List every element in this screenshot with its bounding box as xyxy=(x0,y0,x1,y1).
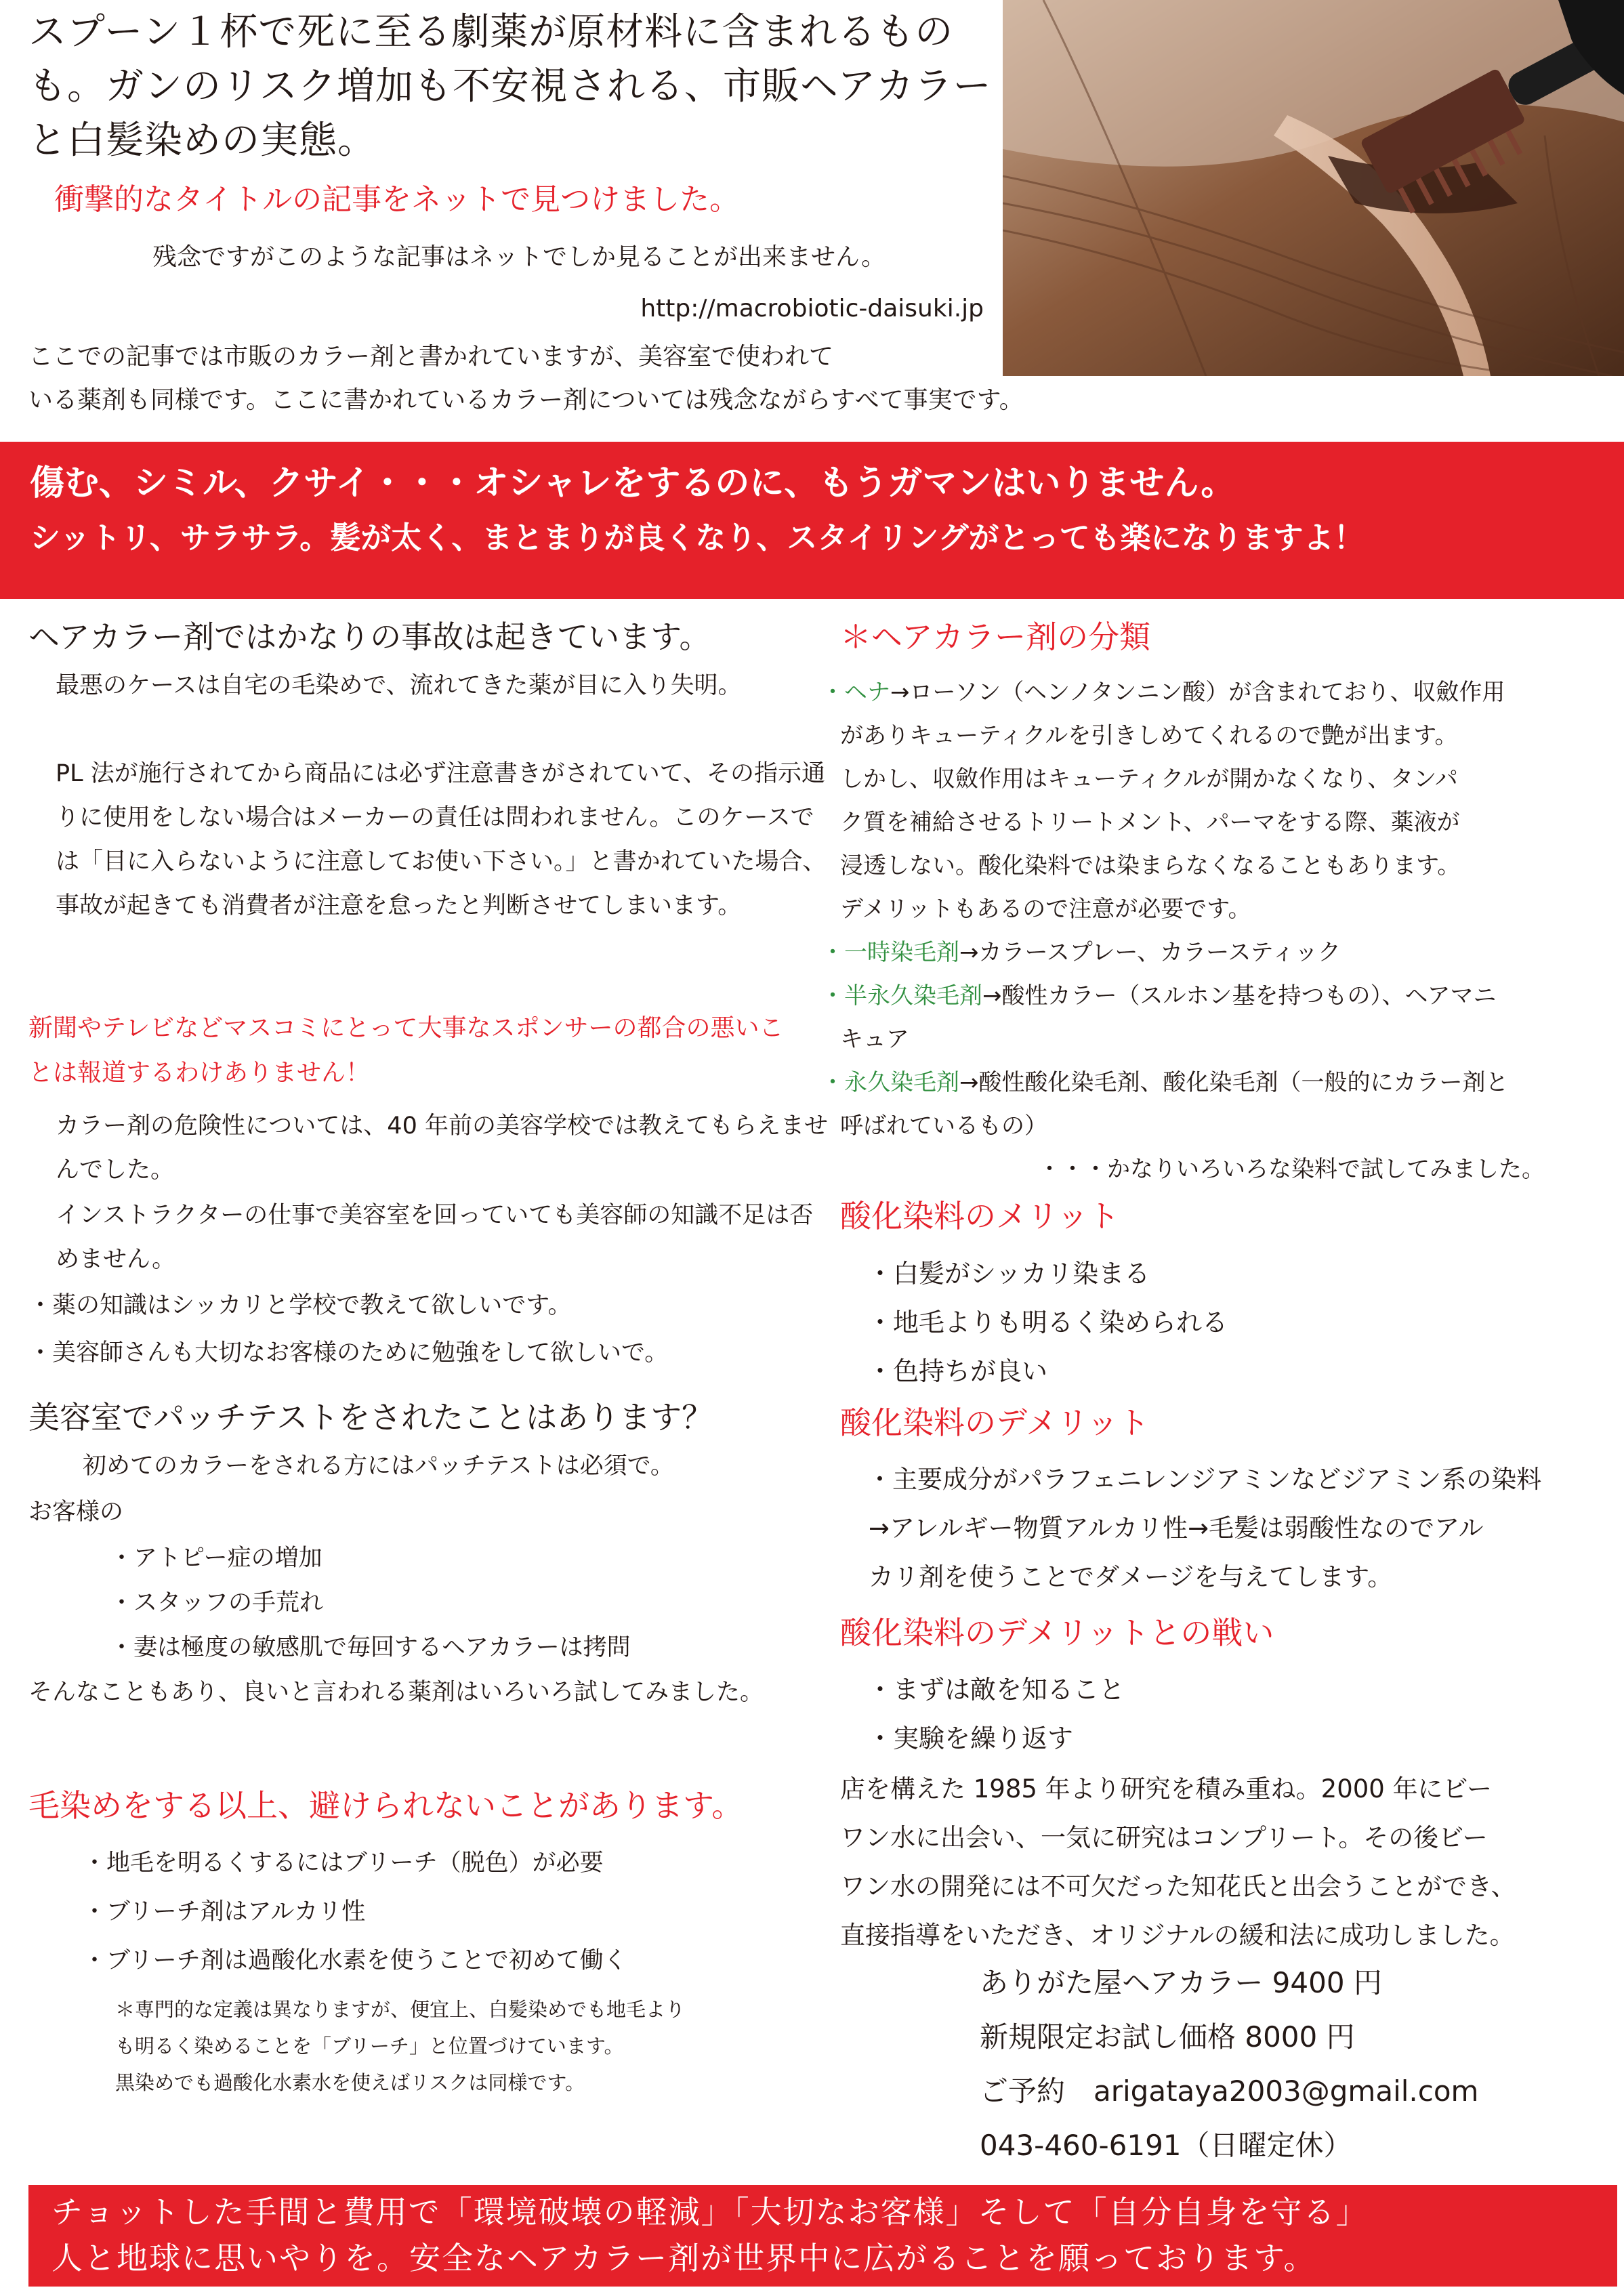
heading-accidents: ヘアカラー剤ではかなりの事故は起きています。 xyxy=(28,619,711,655)
phone-number[interactable]: 043-460-6191（日曜定休） xyxy=(980,2129,1352,2162)
reservation-email[interactable]: ご予約 arigataya2003@gmail.com xyxy=(980,2074,1479,2108)
green-bullet-icon: ・ xyxy=(821,982,844,1009)
merit-brighter: ・地毛よりも明るく染められる xyxy=(867,1308,1228,1337)
bottom-banner xyxy=(28,2185,1617,2287)
fight-experiment: ・実験を繰り返す xyxy=(867,1724,1074,1753)
paragraph-worst-case: 最悪のケースは自宅の毛染めで、流れてきた薬が目に入り失明。 xyxy=(56,672,742,699)
bottom-banner-line-2: 人と地球に思いやりを。安全なヘアカラー剤が世界中に広がることを願っております。 xyxy=(51,2240,1316,2276)
top-banner-line-1: 傷む、シミル、クサイ・・・オシャレをするのに、もうガマンはいりません。 xyxy=(30,463,1236,503)
fight-know-enemy: ・まずは敵を知ること xyxy=(867,1675,1125,1705)
bullet-knowledge: ・薬の知識はシッカリと学校で教えて欲しいです。 xyxy=(28,1292,572,1319)
intro-line-1: ここでの記事では市販のカラー剤と書かれていますが、美容室で使われて xyxy=(28,343,834,371)
top-banner xyxy=(0,442,1624,599)
headline: スプーン１杯で死に至る劇薬が原材料に含まれるものも。ガンのリスク増加も不安視される、市販ヘアカラーと白髪染めの実態。 xyxy=(28,10,992,163)
hair-dye-brush-photo xyxy=(1003,0,1624,376)
henna-line-2: がありキューティクルを引きしめてくれるので艶が出ます。 xyxy=(840,722,1458,749)
paragraph-tried-chemicals: そんなこともあり、良いと言われる薬剤はいろいろ試してみました。 xyxy=(28,1679,764,1706)
bullet-study: ・美容師さんも大切なお客様のために勉強をして欲しいで。 xyxy=(28,1339,669,1367)
henna-label: ヘナ xyxy=(844,679,890,706)
demerit-line-3: カリ剤を使うことでダメージを与えてします。 xyxy=(869,1562,1393,1591)
heading-unavoidable: 毛染めをする以上、避けられないことがあります。 xyxy=(28,1787,743,1824)
paragraph-instructor: インストラクターの仕事で美容室を回っていても美容師の知識不足は否めません。 xyxy=(56,1202,814,1273)
story-line-3: ワン水の開発には不可欠だった知花氏と出会うことができ、 xyxy=(840,1872,1516,1901)
regular-price: ありがた屋ヘアカラー 9400 円 xyxy=(980,1966,1382,1999)
permanent-dye-label: 永久染毛剤 xyxy=(844,1069,959,1096)
semi-permanent-dye-text: →酸性カラー（スルホン基を持つもの）、ヘアマニ xyxy=(982,982,1497,1009)
permanent-dye-text-2: 呼ばれているもの） xyxy=(840,1112,1047,1140)
paragraph-school: カラー剤の危険性については、40 年前の美容学校では教えてもらえませんでした。 xyxy=(56,1112,828,1184)
research-story xyxy=(840,1765,1619,1960)
source-url[interactable]: http://macrobiotic-daisuki.jp xyxy=(640,295,984,322)
heading-demerit: 酸化染料のデメリット xyxy=(840,1404,1150,1441)
demerit-line-1: ・主要成分がパラフェニレンジアミンなどジアミン系の染料 xyxy=(867,1465,1542,1494)
paragraph-customers: お客様の xyxy=(28,1499,124,1526)
temporary-dye-text: →カラースプレー、カラースティック xyxy=(959,939,1341,966)
green-bullet-icon: ・ xyxy=(821,939,844,966)
heading-classification: ＊ヘアカラー剤の分類 xyxy=(840,619,1151,655)
henna-block xyxy=(821,671,1621,1191)
bullet-bleach-alkaline: ・ブリーチ剤はアルカリ性 xyxy=(83,1898,366,1925)
intro-text xyxy=(28,335,1194,422)
regret-line: 残念ですがこのような記事はネットでしか見ることが出来ません。 xyxy=(152,243,886,271)
semi-permanent-dye-text-2: キュア xyxy=(840,1026,909,1053)
bullet-staff-hands: ・スタッフの手荒れ xyxy=(110,1589,324,1617)
bullet-hydrogen-peroxide: ・ブリーチ剤は過酸化水素を使うことで初めて働く xyxy=(83,1947,627,1974)
trial-price: 新規限定お試し価格 8000 円 xyxy=(980,2020,1355,2053)
merit-gray-hair: ・白髪がシッカリ染まる xyxy=(867,1259,1150,1289)
footnote-line-1: ＊専門的な定義は異なりますが、便宜上、白髪染めでも地毛より xyxy=(115,1998,686,2021)
henna-line-5: 浸透しない。酸化染料では染まらなくなることもあります。 xyxy=(840,852,1461,879)
bullet-wife-skin: ・妻は極度の敏感肌で毎回するヘアカラーは拷問 xyxy=(110,1634,631,1661)
top-banner-line-2: シットリ、サラサラ。髪が太く、まとまりが良くなり、スタイリングがとっても楽になりますよ！ xyxy=(30,520,1365,556)
merit-long-lasting: ・色持ちが良い xyxy=(867,1356,1048,1386)
red-note-media: 新聞やテレビなどマスコミにとって大事なスポンサーの都合の悪いことは報道するわけありません！ xyxy=(28,1014,784,1087)
heading-fight: 酸化染料のデメリットとの戦い xyxy=(840,1614,1274,1651)
bottom-banner-line-1: チョットした手間と費用で「環境破壊の軽減」「大切なお客様」そして「自分自身を守る」 xyxy=(51,2194,1369,2230)
heading-merit: 酸化染料のメリット xyxy=(840,1198,1120,1234)
bullet-bleach-needed: ・地毛を明るくするにはブリーチ（脱色）が必要 xyxy=(83,1850,604,1877)
story-line-2: ワン水に出会い、一気に研究はコンプリート。その後ビー xyxy=(840,1823,1488,1852)
paragraph-patch-required: 初めてのカラーをされる方にはパッチテストは必須で。 xyxy=(83,1453,674,1480)
henna-line-3: しかし、収斂作用はキューティクルが開かなくなり、タンパ xyxy=(840,766,1458,793)
demerit-line-2: →アレルギー物質アルカリ性→毛髪は弱酸性なのでアル xyxy=(869,1514,1484,1543)
green-bullet-icon: ・ xyxy=(821,1069,844,1096)
tried-many-dyes: ・・・かなりいろいろな染料で試してみました。 xyxy=(1038,1156,1545,1183)
henna-line-6: デメリットもあるので注意が必要です。 xyxy=(840,896,1251,923)
temporary-dye-label: 一時染毛剤 xyxy=(844,939,959,966)
green-bullet-icon: ・ xyxy=(821,679,844,706)
paragraph-pl-law: PL 法が施行されてから商品には必ず注意書きがされていて、その指示通りに使用をしない場合はメーカーの責任は問われません。このケースでは「目に入らないように注意してお使い下さい。」と書かれていた場合、事故が起きても消費者が注意を怠ったと判断させてしまいます。 xyxy=(56,760,827,919)
heading-patch-test: 美容室でパッチテストをされたことはあります？ xyxy=(28,1399,713,1436)
catch-line: 衝撃的なタイトルの記事をネットで見つけました。 xyxy=(54,182,740,217)
henna-line-4: ク質を補給させるトリートメント、パーマをする際、薬液が xyxy=(840,809,1460,836)
semi-permanent-dye-label: 半永久染毛剤 xyxy=(844,982,982,1009)
permanent-dye-text: →酸性酸化染毛剤、酸化染毛剤（一般的にカラー剤と xyxy=(959,1069,1509,1096)
footnote-line-2: も明るく染めることを「ブリーチ」と位置づけています。 xyxy=(115,2035,624,2058)
contact-block xyxy=(980,1956,1478,2173)
intro-line-2: いる薬剤も同様です。ここに書かれているカラー剤については残念ながらすべて事実です。 xyxy=(28,386,1024,414)
story-line-4: 直接指導をいただき、オリジナルの緩和法に成功しました。 xyxy=(840,1921,1515,1950)
story-line-1: 店を構えた 1985 年より研究を積み重ね。2000 年にビー xyxy=(840,1774,1493,1803)
henna-line-1: →ローソン（ヘンノタンニン酸）が含まれており、収斂作用 xyxy=(890,679,1505,706)
footnote-line-3: 黒染めでも過酸化水素水を使えばリスクは同様です。 xyxy=(115,2071,585,2094)
bullet-atopy: ・アトピー症の増加 xyxy=(110,1545,322,1572)
